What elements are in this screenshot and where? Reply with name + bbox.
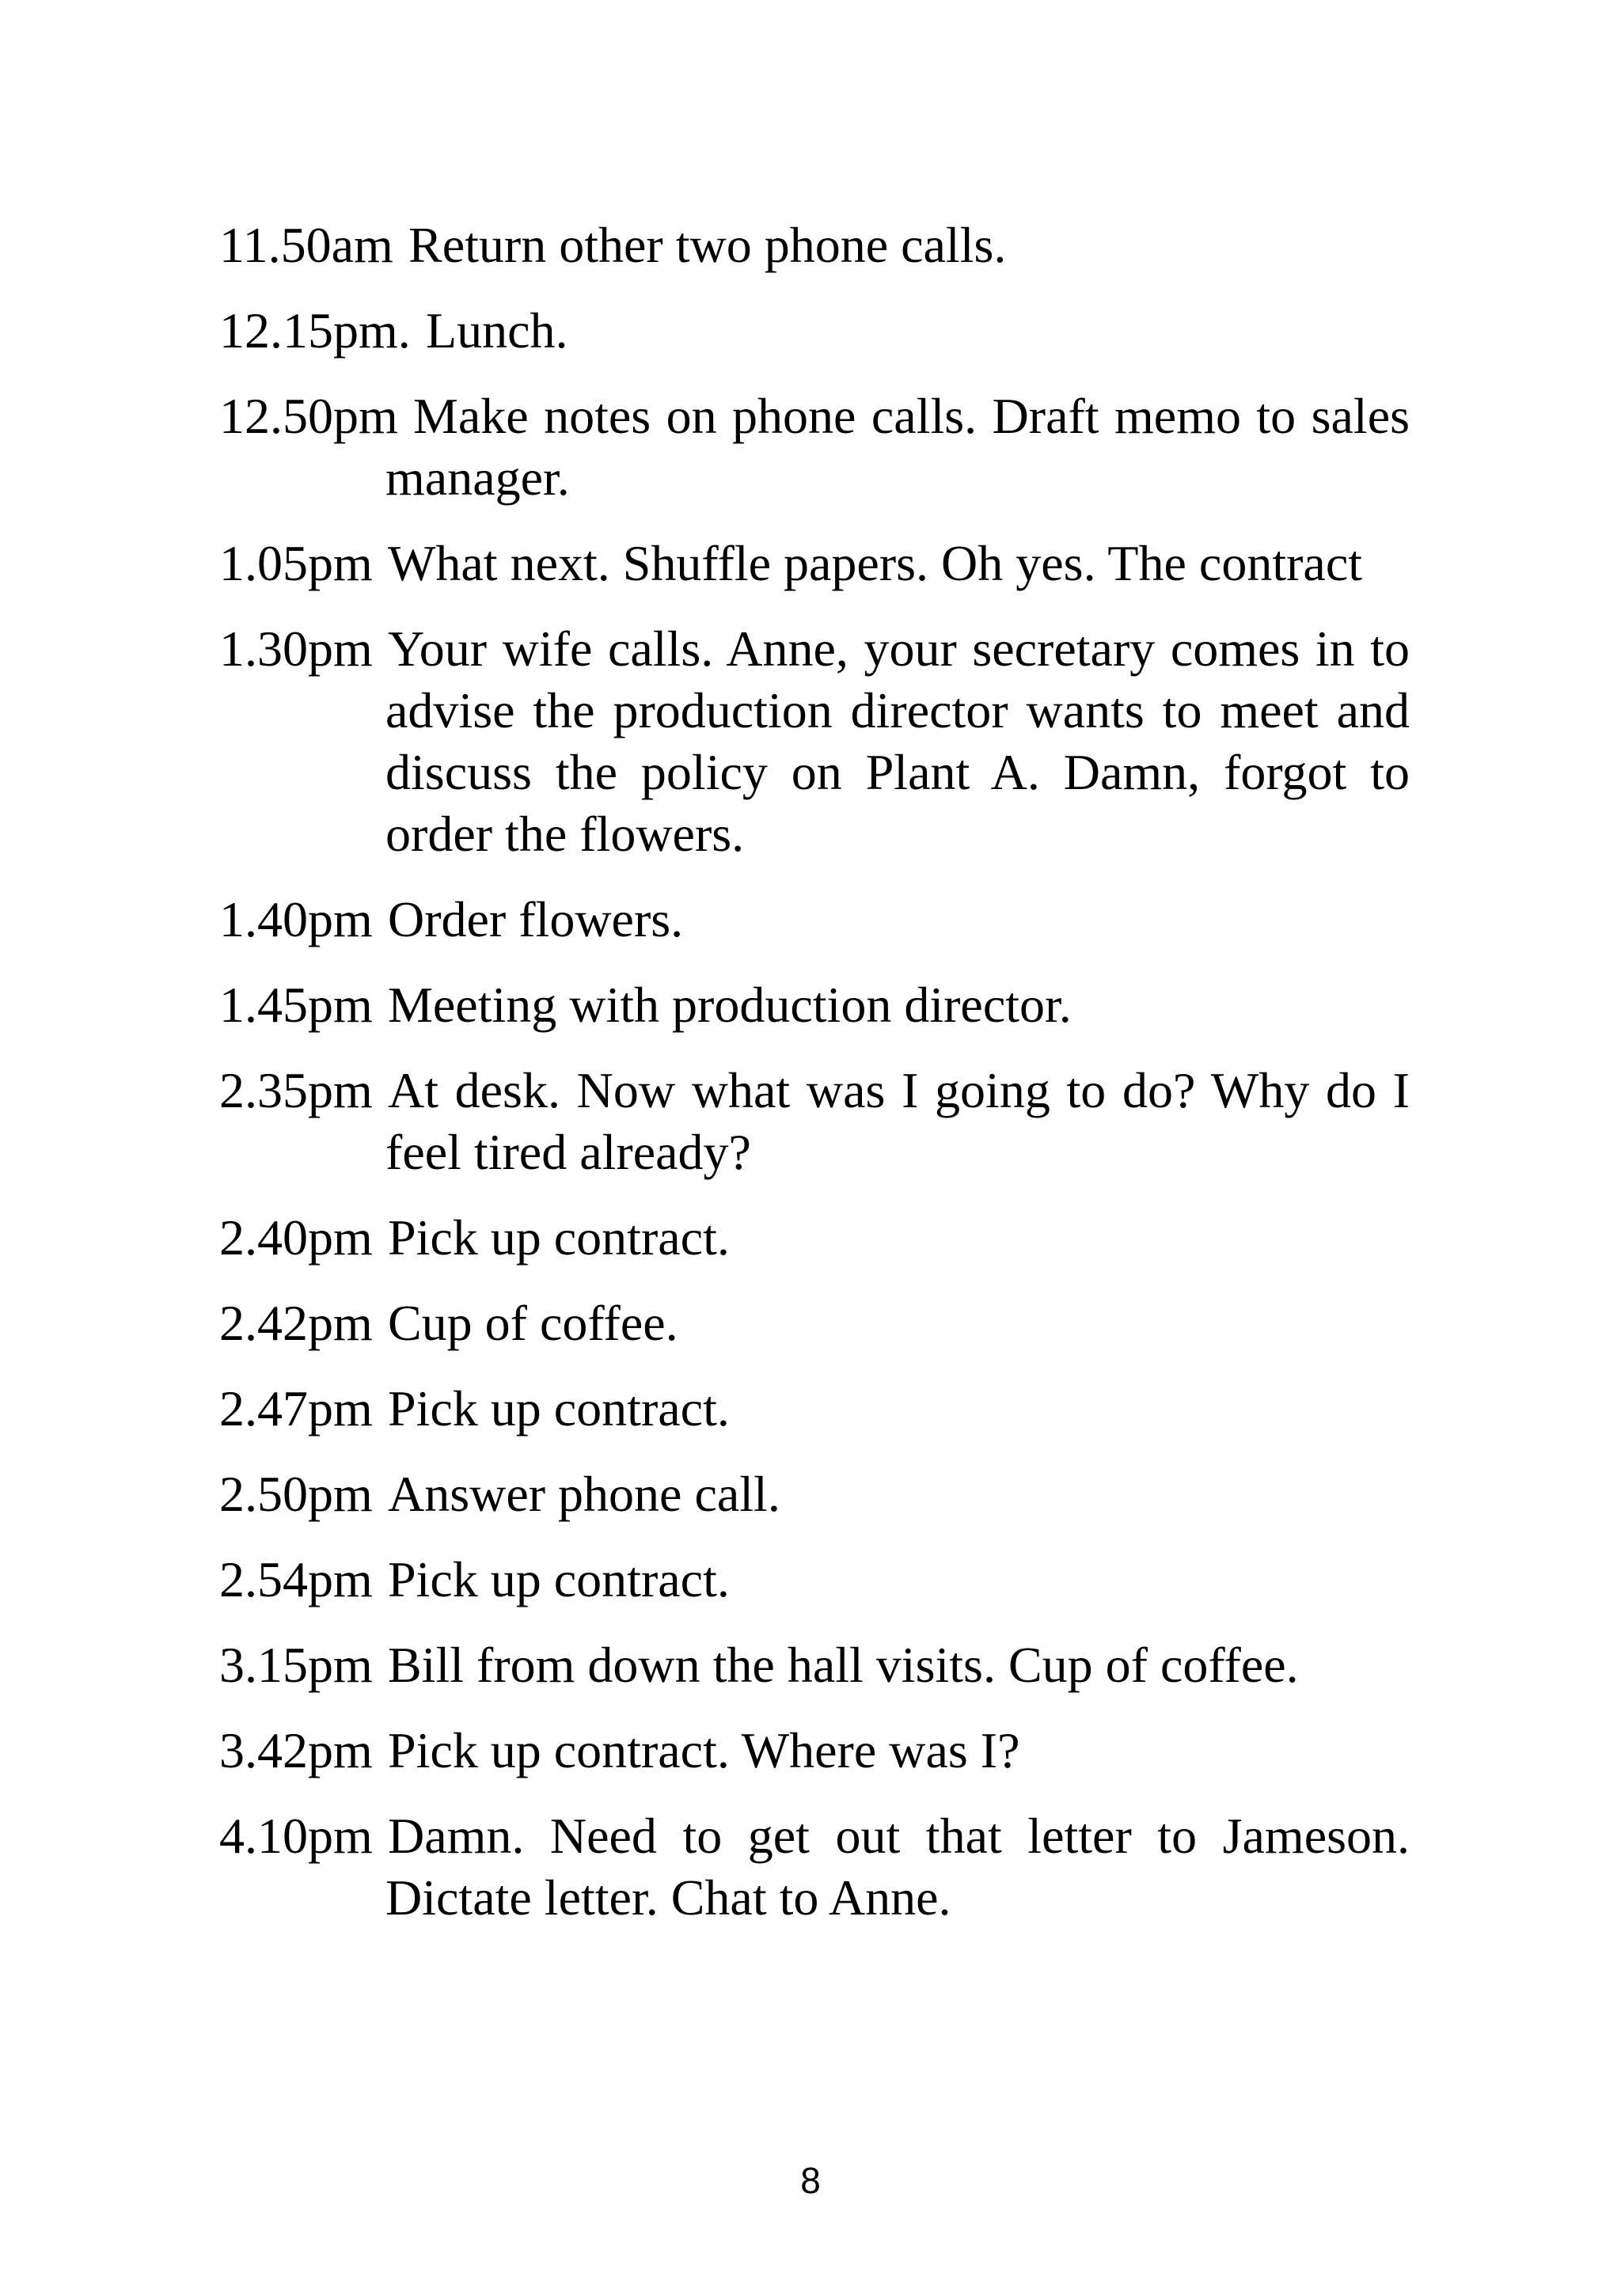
timeline-entry (219, 889, 1410, 951)
timeline-entry (219, 1292, 1410, 1354)
timeline-entry (219, 1207, 1410, 1269)
entry-time: 12.50pm (219, 388, 398, 444)
entry-time: 11.50am (219, 217, 393, 273)
timeline-entry (219, 1634, 1410, 1696)
entry-text: Bill from down the hall visits. Cup of coffee. (387, 1637, 1299, 1693)
timeline-entry (219, 1463, 1410, 1525)
entry-time: 3.15pm (219, 1637, 373, 1693)
timeline-entry (219, 1378, 1410, 1440)
entry-text: Make notes on phone calls. Draft memo to sales manager. (385, 388, 1410, 506)
entry-time: 1.05pm (219, 535, 373, 591)
entry-text: Your wife calls. Anne, your secretary comes in to advise the production director wants to meet and discuss the policy on Plant A. Damn, forgot to order the flowers. (385, 620, 1410, 862)
timeline-entry (219, 385, 1410, 509)
entry-text: Answer phone call. (387, 1466, 780, 1522)
timeline-entry (219, 300, 1410, 362)
entry-time: 2.40pm (219, 1209, 373, 1266)
timeline-entry (219, 618, 1410, 865)
entry-time: 2.47pm (219, 1380, 373, 1436)
timeline-entry (219, 1805, 1410, 1929)
timeline-list (219, 214, 1410, 1953)
entry-text: What next. Shuffle papers. Oh yes. The contract (387, 535, 1362, 591)
entry-text: Meeting with production director. (387, 977, 1072, 1033)
entry-time: 3.42pm (219, 1722, 373, 1778)
entry-text: Return other two phone calls. (408, 217, 1007, 273)
timeline-entry (219, 1720, 1410, 1782)
entry-time: 12.15pm. (219, 302, 411, 359)
timeline-entry (219, 533, 1410, 594)
entry-text: At desk. Now what was I going to do? Why do I feel tired already? (385, 1062, 1410, 1180)
timeline-entry (219, 214, 1410, 276)
entry-text: Pick up contract. (387, 1380, 730, 1436)
entry-time: 4.10pm (219, 1808, 373, 1864)
entry-time: 2.35pm (219, 1062, 373, 1118)
entry-time: 2.50pm (219, 1466, 373, 1522)
entry-text: Damn. Need to get out that letter to Jameson. Dictate letter. Chat to Anne. (385, 1808, 1410, 1926)
entry-time: 1.45pm (219, 977, 373, 1033)
entry-time: 1.40pm (219, 891, 373, 947)
timeline-entry (219, 1549, 1410, 1611)
entry-text: Cup of coffee. (387, 1295, 678, 1351)
timeline-entry (219, 974, 1410, 1036)
entry-time: 2.54pm (219, 1551, 373, 1607)
entry-time: 2.42pm (219, 1295, 373, 1351)
entry-text: Lunch. (425, 302, 568, 359)
entry-time: 1.30pm (219, 620, 373, 677)
entry-text: Pick up contract. (387, 1209, 730, 1266)
entry-text: Pick up contract. Where was I? (387, 1722, 1020, 1778)
entry-text: Order flowers. (387, 891, 684, 947)
timeline-entry (219, 1060, 1410, 1183)
entry-text: Pick up contract. (387, 1551, 730, 1607)
page-number: 8 (800, 2160, 821, 2201)
